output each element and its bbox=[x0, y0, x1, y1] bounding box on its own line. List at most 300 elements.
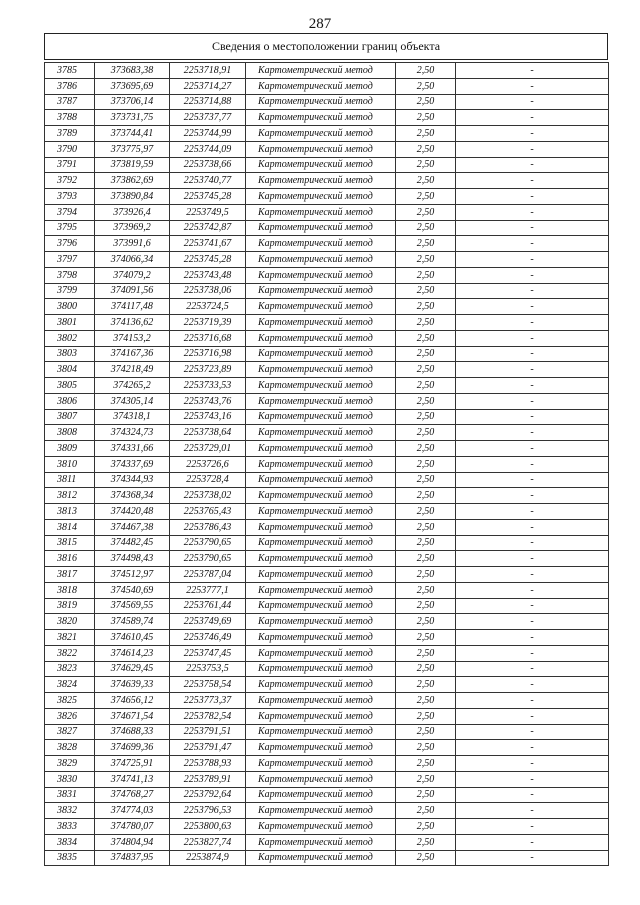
point-number-cell: 3821 bbox=[45, 630, 95, 646]
point-number-cell: 3811 bbox=[45, 472, 95, 488]
description-cell: - bbox=[456, 63, 609, 79]
table-row bbox=[45, 519, 609, 535]
accuracy-cell: 2,50 bbox=[396, 267, 456, 283]
point-number-cell: 3794 bbox=[45, 204, 95, 220]
y-coordinate-cell: 2253777,1 bbox=[170, 582, 246, 598]
description-cell: - bbox=[456, 173, 609, 189]
x-coordinate-cell: 373862,69 bbox=[95, 173, 170, 189]
method-cell: Картометрический метод bbox=[246, 724, 396, 740]
description-cell: - bbox=[456, 141, 609, 157]
accuracy-cell: 2,50 bbox=[396, 693, 456, 709]
description-cell: - bbox=[456, 220, 609, 236]
table-row bbox=[45, 94, 609, 110]
accuracy-cell: 2,50 bbox=[396, 756, 456, 772]
point-number-cell: 3818 bbox=[45, 582, 95, 598]
description-cell: - bbox=[456, 582, 609, 598]
table-row bbox=[45, 582, 609, 598]
description-cell: - bbox=[456, 204, 609, 220]
description-cell: - bbox=[456, 488, 609, 504]
y-coordinate-cell: 2253787,04 bbox=[170, 567, 246, 583]
y-coordinate-cell: 2253761,44 bbox=[170, 598, 246, 614]
method-cell: Картометрический метод bbox=[246, 708, 396, 724]
y-coordinate-cell: 2253729,01 bbox=[170, 441, 246, 457]
y-coordinate-cell: 2253791,51 bbox=[170, 724, 246, 740]
table-row bbox=[45, 614, 609, 630]
y-coordinate-cell: 2253790,65 bbox=[170, 551, 246, 567]
description-cell: - bbox=[456, 456, 609, 472]
table-row bbox=[45, 393, 609, 409]
method-cell: Картометрический метод bbox=[246, 393, 396, 409]
table-row bbox=[45, 472, 609, 488]
y-coordinate-cell: 2253745,28 bbox=[170, 189, 246, 205]
method-cell: Картометрический метод bbox=[246, 441, 396, 457]
accuracy-cell: 2,50 bbox=[396, 63, 456, 79]
method-cell: Картометрический метод bbox=[246, 803, 396, 819]
method-cell: Картометрический метод bbox=[246, 141, 396, 157]
point-number-cell: 3826 bbox=[45, 708, 95, 724]
description-cell: - bbox=[456, 393, 609, 409]
page-number: 287 bbox=[308, 16, 332, 32]
point-number-cell: 3822 bbox=[45, 645, 95, 661]
point-number-cell: 3810 bbox=[45, 456, 95, 472]
accuracy-cell: 2,50 bbox=[396, 535, 456, 551]
accuracy-cell: 2,50 bbox=[396, 346, 456, 362]
accuracy-cell: 2,50 bbox=[396, 645, 456, 661]
accuracy-cell: 2,50 bbox=[396, 614, 456, 630]
method-cell: Картометрический метод bbox=[246, 252, 396, 268]
table-row bbox=[45, 315, 609, 331]
description-cell: - bbox=[456, 535, 609, 551]
point-number-cell: 3790 bbox=[45, 141, 95, 157]
point-number-cell: 3831 bbox=[45, 787, 95, 803]
y-coordinate-cell: 2253724,5 bbox=[170, 299, 246, 315]
accuracy-cell: 2,50 bbox=[396, 441, 456, 457]
method-cell: Картометрический метод bbox=[246, 551, 396, 567]
y-coordinate-cell: 2253728,4 bbox=[170, 472, 246, 488]
description-cell: - bbox=[456, 693, 609, 709]
y-coordinate-cell: 2253744,99 bbox=[170, 126, 246, 142]
accuracy-cell: 2,50 bbox=[396, 173, 456, 189]
description-cell: - bbox=[456, 346, 609, 362]
point-number-cell: 3830 bbox=[45, 771, 95, 787]
point-number-cell: 3808 bbox=[45, 425, 95, 441]
x-coordinate-cell: 374218,49 bbox=[95, 362, 170, 378]
description-cell: - bbox=[456, 850, 609, 866]
x-coordinate-cell: 373775,97 bbox=[95, 141, 170, 157]
accuracy-cell: 2,50 bbox=[396, 519, 456, 535]
table-row bbox=[45, 157, 609, 173]
accuracy-cell: 2,50 bbox=[396, 157, 456, 173]
x-coordinate-cell: 373683,38 bbox=[95, 63, 170, 79]
x-coordinate-cell: 374079,2 bbox=[95, 267, 170, 283]
y-coordinate-cell: 2253747,45 bbox=[170, 645, 246, 661]
accuracy-cell: 2,50 bbox=[396, 582, 456, 598]
x-coordinate-cell: 374498,43 bbox=[95, 551, 170, 567]
point-number-cell: 3817 bbox=[45, 567, 95, 583]
point-number-cell: 3815 bbox=[45, 535, 95, 551]
accuracy-cell: 2,50 bbox=[396, 330, 456, 346]
accuracy-cell: 2,50 bbox=[396, 598, 456, 614]
description-cell: - bbox=[456, 378, 609, 394]
method-cell: Картометрический метод bbox=[246, 236, 396, 252]
x-coordinate-cell: 373926,4 bbox=[95, 204, 170, 220]
y-coordinate-cell: 2253743,48 bbox=[170, 267, 246, 283]
table-row bbox=[45, 425, 609, 441]
point-number-cell: 3807 bbox=[45, 409, 95, 425]
point-number-cell: 3799 bbox=[45, 283, 95, 299]
method-cell: Картометрический метод bbox=[246, 614, 396, 630]
accuracy-cell: 2,50 bbox=[396, 630, 456, 646]
point-number-cell: 3833 bbox=[45, 819, 95, 835]
accuracy-cell: 2,50 bbox=[396, 299, 456, 315]
x-coordinate-cell: 374368,34 bbox=[95, 488, 170, 504]
table-row bbox=[45, 63, 609, 79]
accuracy-cell: 2,50 bbox=[396, 189, 456, 205]
description-cell: - bbox=[456, 519, 609, 535]
x-coordinate-cell: 373890,84 bbox=[95, 189, 170, 205]
point-number-cell: 3827 bbox=[45, 724, 95, 740]
method-cell: Картометрический метод bbox=[246, 472, 396, 488]
accuracy-cell: 2,50 bbox=[396, 819, 456, 835]
table-row bbox=[45, 409, 609, 425]
method-cell: Картометрический метод bbox=[246, 582, 396, 598]
point-number-cell: 3832 bbox=[45, 803, 95, 819]
x-coordinate-cell: 374467,38 bbox=[95, 519, 170, 535]
x-coordinate-cell: 374344,93 bbox=[95, 472, 170, 488]
point-number-cell: 3823 bbox=[45, 661, 95, 677]
x-coordinate-cell: 374656,12 bbox=[95, 693, 170, 709]
x-coordinate-cell: 374512,97 bbox=[95, 567, 170, 583]
table-row bbox=[45, 708, 609, 724]
y-coordinate-cell: 2253744,09 bbox=[170, 141, 246, 157]
method-cell: Картометрический метод bbox=[246, 456, 396, 472]
accuracy-cell: 2,50 bbox=[396, 771, 456, 787]
x-coordinate-cell: 374688,33 bbox=[95, 724, 170, 740]
description-cell: - bbox=[456, 819, 609, 835]
point-number-cell: 3813 bbox=[45, 504, 95, 520]
x-coordinate-cell: 374768,27 bbox=[95, 787, 170, 803]
y-coordinate-cell: 2253789,91 bbox=[170, 771, 246, 787]
description-cell: - bbox=[456, 425, 609, 441]
x-coordinate-cell: 374305,14 bbox=[95, 393, 170, 409]
table-row bbox=[45, 441, 609, 457]
y-coordinate-cell: 2253796,53 bbox=[170, 803, 246, 819]
description-cell: - bbox=[456, 661, 609, 677]
method-cell: Картометрический метод bbox=[246, 283, 396, 299]
accuracy-cell: 2,50 bbox=[396, 567, 456, 583]
y-coordinate-cell: 2253788,93 bbox=[170, 756, 246, 772]
accuracy-cell: 2,50 bbox=[396, 126, 456, 142]
accuracy-cell: 2,50 bbox=[396, 252, 456, 268]
x-coordinate-cell: 374324,73 bbox=[95, 425, 170, 441]
table-row bbox=[45, 724, 609, 740]
table-row bbox=[45, 803, 609, 819]
description-cell: - bbox=[456, 94, 609, 110]
description-cell: - bbox=[456, 409, 609, 425]
point-number-cell: 3805 bbox=[45, 378, 95, 394]
accuracy-cell: 2,50 bbox=[396, 472, 456, 488]
x-coordinate-cell: 374671,54 bbox=[95, 708, 170, 724]
x-coordinate-cell: 374091,56 bbox=[95, 283, 170, 299]
x-coordinate-cell: 373819,59 bbox=[95, 157, 170, 173]
description-cell: - bbox=[456, 252, 609, 268]
description-cell: - bbox=[456, 551, 609, 567]
table-row bbox=[45, 220, 609, 236]
table-row bbox=[45, 283, 609, 299]
description-cell: - bbox=[456, 283, 609, 299]
method-cell: Картометрический метод bbox=[246, 315, 396, 331]
accuracy-cell: 2,50 bbox=[396, 456, 456, 472]
table-row bbox=[45, 78, 609, 94]
x-coordinate-cell: 374318,1 bbox=[95, 409, 170, 425]
x-coordinate-cell: 374569,55 bbox=[95, 598, 170, 614]
point-number-cell: 3825 bbox=[45, 693, 95, 709]
table-row bbox=[45, 598, 609, 614]
description-cell: - bbox=[456, 834, 609, 850]
table-row bbox=[45, 740, 609, 756]
point-number-cell: 3820 bbox=[45, 614, 95, 630]
y-coordinate-cell: 2253738,66 bbox=[170, 157, 246, 173]
x-coordinate-cell: 373969,2 bbox=[95, 220, 170, 236]
y-coordinate-cell: 2253716,98 bbox=[170, 346, 246, 362]
point-number-cell: 3788 bbox=[45, 110, 95, 126]
y-coordinate-cell: 2253726,6 bbox=[170, 456, 246, 472]
y-coordinate-cell: 2253746,49 bbox=[170, 630, 246, 646]
description-cell: - bbox=[456, 708, 609, 724]
accuracy-cell: 2,50 bbox=[396, 204, 456, 220]
description-cell: - bbox=[456, 756, 609, 772]
accuracy-cell: 2,50 bbox=[396, 740, 456, 756]
y-coordinate-cell: 2253749,5 bbox=[170, 204, 246, 220]
y-coordinate-cell: 2253758,54 bbox=[170, 677, 246, 693]
method-cell: Картометрический метод bbox=[246, 362, 396, 378]
table-row bbox=[45, 362, 609, 378]
method-cell: Картометрический метод bbox=[246, 630, 396, 646]
method-cell: Картометрический метод bbox=[246, 110, 396, 126]
method-cell: Картометрический метод bbox=[246, 567, 396, 583]
y-coordinate-cell: 2253718,91 bbox=[170, 63, 246, 79]
point-number-cell: 3798 bbox=[45, 267, 95, 283]
point-number-cell: 3801 bbox=[45, 315, 95, 331]
method-cell: Картометрический метод bbox=[246, 740, 396, 756]
point-number-cell: 3785 bbox=[45, 63, 95, 79]
description-cell: - bbox=[456, 614, 609, 630]
method-cell: Картометрический метод bbox=[246, 504, 396, 520]
method-cell: Картометрический метод bbox=[246, 488, 396, 504]
point-number-cell: 3814 bbox=[45, 519, 95, 535]
x-coordinate-cell: 374699,36 bbox=[95, 740, 170, 756]
table-row bbox=[45, 693, 609, 709]
point-number-cell: 3802 bbox=[45, 330, 95, 346]
accuracy-cell: 2,50 bbox=[396, 425, 456, 441]
accuracy-cell: 2,50 bbox=[396, 834, 456, 850]
description-cell: - bbox=[456, 330, 609, 346]
description-cell: - bbox=[456, 236, 609, 252]
accuracy-cell: 2,50 bbox=[396, 393, 456, 409]
description-cell: - bbox=[456, 787, 609, 803]
description-cell: - bbox=[456, 157, 609, 173]
y-coordinate-cell: 2253723,89 bbox=[170, 362, 246, 378]
description-cell: - bbox=[456, 771, 609, 787]
method-cell: Картометрический метод bbox=[246, 756, 396, 772]
x-coordinate-cell: 374337,69 bbox=[95, 456, 170, 472]
table-row bbox=[45, 141, 609, 157]
method-cell: Картометрический метод bbox=[246, 850, 396, 866]
x-coordinate-cell: 374066,34 bbox=[95, 252, 170, 268]
point-number-cell: 3803 bbox=[45, 346, 95, 362]
y-coordinate-cell: 2253716,68 bbox=[170, 330, 246, 346]
table-row bbox=[45, 110, 609, 126]
y-coordinate-cell: 2253753,5 bbox=[170, 661, 246, 677]
table-row bbox=[45, 567, 609, 583]
accuracy-cell: 2,50 bbox=[396, 803, 456, 819]
x-coordinate-cell: 374614,23 bbox=[95, 645, 170, 661]
y-coordinate-cell: 2253714,27 bbox=[170, 78, 246, 94]
point-number-cell: 3816 bbox=[45, 551, 95, 567]
method-cell: Картометрический метод bbox=[246, 819, 396, 835]
table-row bbox=[45, 787, 609, 803]
description-cell: - bbox=[456, 362, 609, 378]
method-cell: Картометрический метод bbox=[246, 693, 396, 709]
point-number-cell: 3787 bbox=[45, 94, 95, 110]
x-coordinate-cell: 374331,66 bbox=[95, 441, 170, 457]
y-coordinate-cell: 2253749,69 bbox=[170, 614, 246, 630]
point-number-cell: 3809 bbox=[45, 441, 95, 457]
x-coordinate-cell: 374725,91 bbox=[95, 756, 170, 772]
table-row bbox=[45, 771, 609, 787]
x-coordinate-cell: 373695,69 bbox=[95, 78, 170, 94]
y-coordinate-cell: 2253745,28 bbox=[170, 252, 246, 268]
y-coordinate-cell: 2253791,47 bbox=[170, 740, 246, 756]
accuracy-cell: 2,50 bbox=[396, 236, 456, 252]
description-cell: - bbox=[456, 740, 609, 756]
method-cell: Картометрический метод bbox=[246, 126, 396, 142]
x-coordinate-cell: 374540,69 bbox=[95, 582, 170, 598]
point-number-cell: 3791 bbox=[45, 157, 95, 173]
x-coordinate-cell: 373731,75 bbox=[95, 110, 170, 126]
description-cell: - bbox=[456, 724, 609, 740]
table-row bbox=[45, 630, 609, 646]
table-row bbox=[45, 819, 609, 835]
y-coordinate-cell: 2253738,06 bbox=[170, 283, 246, 299]
description-cell: - bbox=[456, 504, 609, 520]
table-row bbox=[45, 330, 609, 346]
x-coordinate-cell: 374589,74 bbox=[95, 614, 170, 630]
accuracy-cell: 2,50 bbox=[396, 850, 456, 866]
accuracy-cell: 2,50 bbox=[396, 378, 456, 394]
table-row bbox=[45, 378, 609, 394]
method-cell: Картометрический метод bbox=[246, 330, 396, 346]
description-cell: - bbox=[456, 78, 609, 94]
y-coordinate-cell: 2253738,02 bbox=[170, 488, 246, 504]
table-row bbox=[45, 126, 609, 142]
point-number-cell: 3812 bbox=[45, 488, 95, 504]
accuracy-cell: 2,50 bbox=[396, 409, 456, 425]
point-number-cell: 3824 bbox=[45, 677, 95, 693]
y-coordinate-cell: 2253786,43 bbox=[170, 519, 246, 535]
point-number-cell: 3800 bbox=[45, 299, 95, 315]
method-cell: Картометрический метод bbox=[246, 220, 396, 236]
x-coordinate-cell: 374117,48 bbox=[95, 299, 170, 315]
method-cell: Картометрический метод bbox=[246, 519, 396, 535]
y-coordinate-cell: 2253773,37 bbox=[170, 693, 246, 709]
accuracy-cell: 2,50 bbox=[396, 141, 456, 157]
accuracy-cell: 2,50 bbox=[396, 362, 456, 378]
x-coordinate-cell: 374420,48 bbox=[95, 504, 170, 520]
description-cell: - bbox=[456, 441, 609, 457]
method-cell: Картометрический метод bbox=[246, 267, 396, 283]
accuracy-cell: 2,50 bbox=[396, 283, 456, 299]
method-cell: Картометрический метод bbox=[246, 771, 396, 787]
method-cell: Картометрический метод bbox=[246, 378, 396, 394]
description-cell: - bbox=[456, 189, 609, 205]
table-row bbox=[45, 535, 609, 551]
y-coordinate-cell: 2253719,39 bbox=[170, 315, 246, 331]
accuracy-cell: 2,50 bbox=[396, 787, 456, 803]
accuracy-cell: 2,50 bbox=[396, 78, 456, 94]
accuracy-cell: 2,50 bbox=[396, 504, 456, 520]
y-coordinate-cell: 2253743,16 bbox=[170, 409, 246, 425]
point-number-cell: 3804 bbox=[45, 362, 95, 378]
method-cell: Картометрический метод bbox=[246, 425, 396, 441]
point-number-cell: 3793 bbox=[45, 189, 95, 205]
y-coordinate-cell: 2253741,67 bbox=[170, 236, 246, 252]
method-cell: Картометрический метод bbox=[246, 834, 396, 850]
y-coordinate-cell: 2253714,88 bbox=[170, 94, 246, 110]
x-coordinate-cell: 374610,45 bbox=[95, 630, 170, 646]
accuracy-cell: 2,50 bbox=[396, 315, 456, 331]
accuracy-cell: 2,50 bbox=[396, 724, 456, 740]
point-number-cell: 3786 bbox=[45, 78, 95, 94]
table-row bbox=[45, 204, 609, 220]
method-cell: Картометрический метод bbox=[246, 677, 396, 693]
table-row bbox=[45, 456, 609, 472]
x-coordinate-cell: 374136,62 bbox=[95, 315, 170, 331]
coordinates-table-body bbox=[45, 63, 609, 866]
description-cell: - bbox=[456, 315, 609, 331]
point-number-cell: 3796 bbox=[45, 236, 95, 252]
x-coordinate-cell: 374482,45 bbox=[95, 535, 170, 551]
table-row bbox=[45, 645, 609, 661]
accuracy-cell: 2,50 bbox=[396, 677, 456, 693]
method-cell: Картометрический метод bbox=[246, 173, 396, 189]
method-cell: Картометрический метод bbox=[246, 409, 396, 425]
x-coordinate-cell: 374167,36 bbox=[95, 346, 170, 362]
method-cell: Картометрический метод bbox=[246, 63, 396, 79]
method-cell: Картометрический метод bbox=[246, 346, 396, 362]
description-cell: - bbox=[456, 126, 609, 142]
point-number-cell: 3795 bbox=[45, 220, 95, 236]
description-cell: - bbox=[456, 267, 609, 283]
accuracy-cell: 2,50 bbox=[396, 708, 456, 724]
table-row bbox=[45, 834, 609, 850]
table-row bbox=[45, 189, 609, 205]
table-row bbox=[45, 661, 609, 677]
table-row bbox=[45, 267, 609, 283]
accuracy-cell: 2,50 bbox=[396, 488, 456, 504]
table-row bbox=[45, 346, 609, 362]
accuracy-cell: 2,50 bbox=[396, 94, 456, 110]
y-coordinate-cell: 2253827,74 bbox=[170, 834, 246, 850]
description-cell: - bbox=[456, 803, 609, 819]
x-coordinate-cell: 374837,95 bbox=[95, 850, 170, 866]
table-row bbox=[45, 677, 609, 693]
x-coordinate-cell: 374804,94 bbox=[95, 834, 170, 850]
description-cell: - bbox=[456, 677, 609, 693]
x-coordinate-cell: 374629,45 bbox=[95, 661, 170, 677]
y-coordinate-cell: 2253790,65 bbox=[170, 535, 246, 551]
section-header bbox=[44, 33, 608, 60]
